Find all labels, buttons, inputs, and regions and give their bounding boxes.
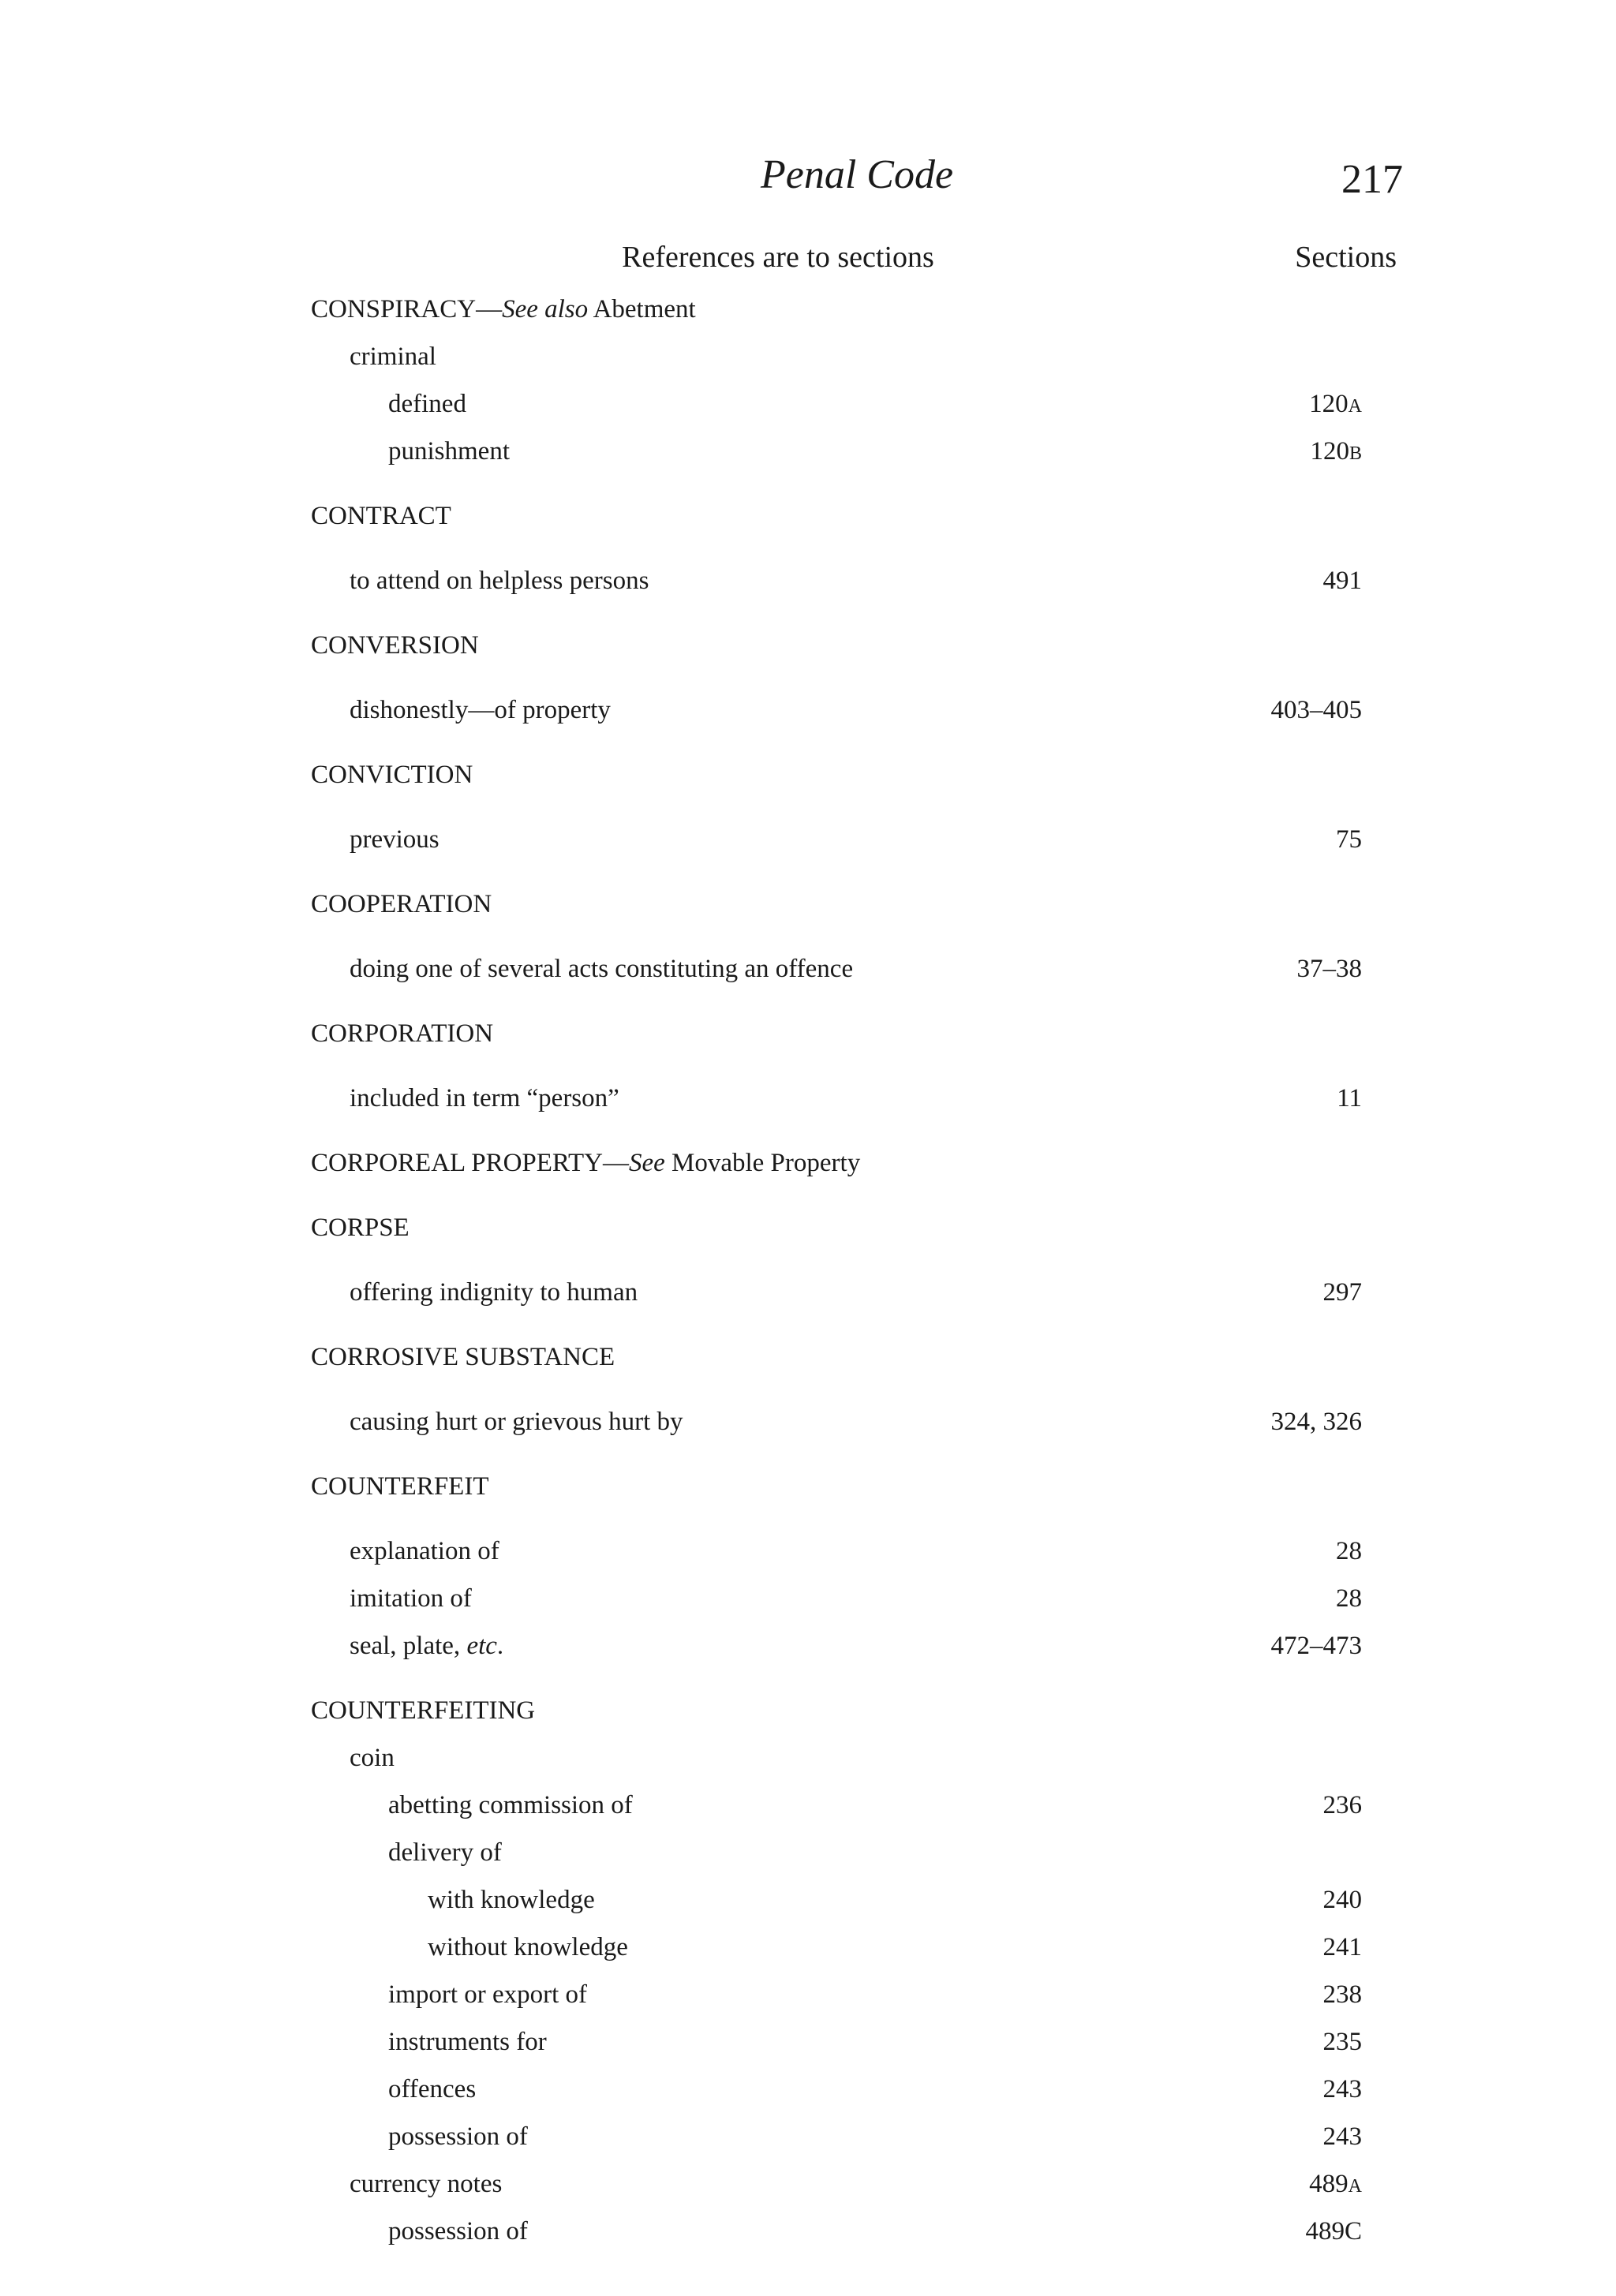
index-entries: [311, 286, 1362, 2255]
section-suffix: A: [1348, 2176, 1362, 2197]
subentry-coin: [311, 1734, 1362, 1782]
subentry-offering: [311, 1269, 1362, 1316]
entry-label-italic: etc: [466, 1632, 497, 1660]
subentry-explanation: [311, 1528, 1362, 1575]
heading-text: CORPORATION: [311, 1019, 494, 1048]
index-heading-corpse: [311, 1204, 1362, 1251]
section-suffix: A: [1348, 396, 1362, 417]
entry-label: seal, plate,: [350, 1632, 467, 1660]
subentry-currency-possession: [311, 2208, 1362, 2255]
heading-text: COUNTERFEITING: [311, 1696, 536, 1725]
section-ref: 37–38: [1296, 955, 1362, 983]
section-ref: 243: [1322, 2075, 1362, 2103]
section-ref: 403–405: [1270, 696, 1362, 724]
entry-label: currency notes: [350, 2170, 503, 2198]
section-ref: 240: [1322, 1886, 1362, 1914]
heading-text: CONSPIRACY: [311, 295, 477, 323]
entry-label: explanation of: [350, 1537, 499, 1565]
subentry-currency-notes: [311, 2160, 1362, 2208]
section-suffix: B: [1349, 443, 1362, 464]
section-ref: 243: [1322, 2122, 1362, 2151]
heading-text: CONVICTION: [311, 761, 473, 789]
section-ref: 297: [1322, 1278, 1362, 1307]
dash: —: [602, 1149, 629, 1177]
entry-label-tail: .: [496, 1632, 504, 1660]
entry-label: coin: [350, 1744, 395, 1772]
section-number: 489: [1309, 2170, 1349, 2198]
index-heading-conspiracy: [311, 286, 1362, 333]
subentry-dishonestly: [311, 686, 1362, 734]
heading-text: CONVERSION: [311, 631, 479, 660]
section-ref: 491: [1322, 567, 1362, 595]
subentry-defined: [311, 380, 1362, 428]
subentry-possession: [311, 2113, 1362, 2160]
entry-label: to attend on helpless persons: [350, 567, 649, 595]
entry-label: causing hurt or grievous hurt by: [350, 1408, 683, 1436]
column-heading-references: References are to sections: [622, 241, 934, 274]
index-heading-cooperation: [311, 881, 1362, 928]
section-ref: 236: [1322, 1791, 1362, 1819]
index-heading-counterfeit: [311, 1463, 1362, 1510]
see-text: See: [628, 1149, 665, 1177]
entry-label: delivery of: [388, 1838, 502, 1867]
subentry-imitation: [311, 1575, 1362, 1622]
entry-label: possession of: [388, 2122, 528, 2151]
entry-label: abetting commission of: [388, 1791, 633, 1819]
section-ref: 489C: [1305, 2217, 1362, 2246]
section-ref: 472–473: [1270, 1632, 1362, 1660]
entry-label: previous: [350, 825, 440, 854]
entry-label: possession of: [388, 2217, 528, 2246]
subentry-previous: [311, 816, 1362, 863]
section-number: 120: [1310, 437, 1349, 466]
subentry-instruments: [311, 2018, 1362, 2066]
dash: —: [476, 295, 503, 323]
subentry-delivery: [311, 1829, 1362, 1876]
entry-label: instruments for: [388, 2028, 547, 2056]
index-heading-counterfeiting: [311, 1687, 1362, 1734]
index-heading-conversion: [311, 622, 1362, 669]
section-ref: 235: [1322, 2028, 1362, 2056]
index-heading-corporation: [311, 1010, 1362, 1057]
see-also-text: See also: [502, 295, 589, 323]
heading-text: CORPOREAL PROPERTY: [311, 1149, 603, 1177]
section-ref: [1310, 428, 1362, 477]
subentry-import-export: [311, 1971, 1362, 2018]
subentry-without-knowledge: [311, 1924, 1362, 1971]
index-heading-contract: [311, 492, 1362, 540]
entry-label: doing one of several acts constituting an offence: [350, 955, 854, 983]
subentry-offences: [311, 2066, 1362, 2113]
cross-reference: Movable Property: [671, 1149, 861, 1177]
column-heading-sections: Sections: [1295, 241, 1397, 274]
subentry-with-knowledge: [311, 1876, 1362, 1924]
section-ref: 324, 326: [1270, 1408, 1362, 1436]
heading-text: COOPERATION: [311, 890, 492, 918]
entry-label: punishment: [388, 437, 510, 466]
heading-text: CORROSIVE SUBSTANCE: [311, 1343, 615, 1371]
subentry-punishment: [311, 428, 1362, 475]
subentry-causing-hurt: [311, 1398, 1362, 1445]
section-ref: 11: [1337, 1084, 1362, 1112]
section-ref: 238: [1322, 1980, 1362, 2009]
entry-label: included in term “person”: [350, 1084, 619, 1112]
heading-text: COUNTERFEIT: [311, 1472, 489, 1501]
entry-label: offences: [388, 2075, 477, 2103]
section-number: 120: [1309, 390, 1349, 418]
index-heading-corporeal-property: [311, 1139, 1362, 1187]
subentry-doing: [311, 945, 1362, 993]
subentry-attend: [311, 557, 1362, 604]
page-number: 217: [1341, 157, 1403, 202]
subentry-seal-plate: [311, 1622, 1362, 1670]
section-ref: 241: [1322, 1933, 1362, 1961]
section-ref: [1309, 2160, 1362, 2210]
entry-label: import or export of: [388, 1980, 588, 2009]
section-ref: 75: [1336, 825, 1362, 854]
cross-reference: Abetment: [593, 295, 696, 323]
entry-label: defined: [388, 390, 466, 418]
index-heading-conviction: [311, 751, 1362, 798]
index-heading-corrosive-substance: [311, 1333, 1362, 1381]
entry-label: offering indignity to human: [350, 1278, 638, 1307]
subentry-criminal: [311, 333, 1362, 380]
heading-text: CORPSE: [311, 1213, 410, 1242]
section-ref: 28: [1336, 1537, 1362, 1565]
heading-text: CONTRACT: [311, 502, 451, 530]
entry-label: imitation of: [350, 1584, 472, 1613]
entry-label: without knowledge: [428, 1933, 628, 1961]
running-title: Penal Code: [760, 152, 954, 197]
entry-label: with knowledge: [428, 1886, 595, 1914]
entry-label: criminal: [350, 342, 436, 371]
section-ref: 28: [1336, 1584, 1362, 1613]
section-ref: [1309, 380, 1362, 430]
subentry-included: [311, 1075, 1362, 1122]
subentry-abetting: [311, 1782, 1362, 1829]
entry-label: dishonestly—of property: [350, 696, 611, 724]
